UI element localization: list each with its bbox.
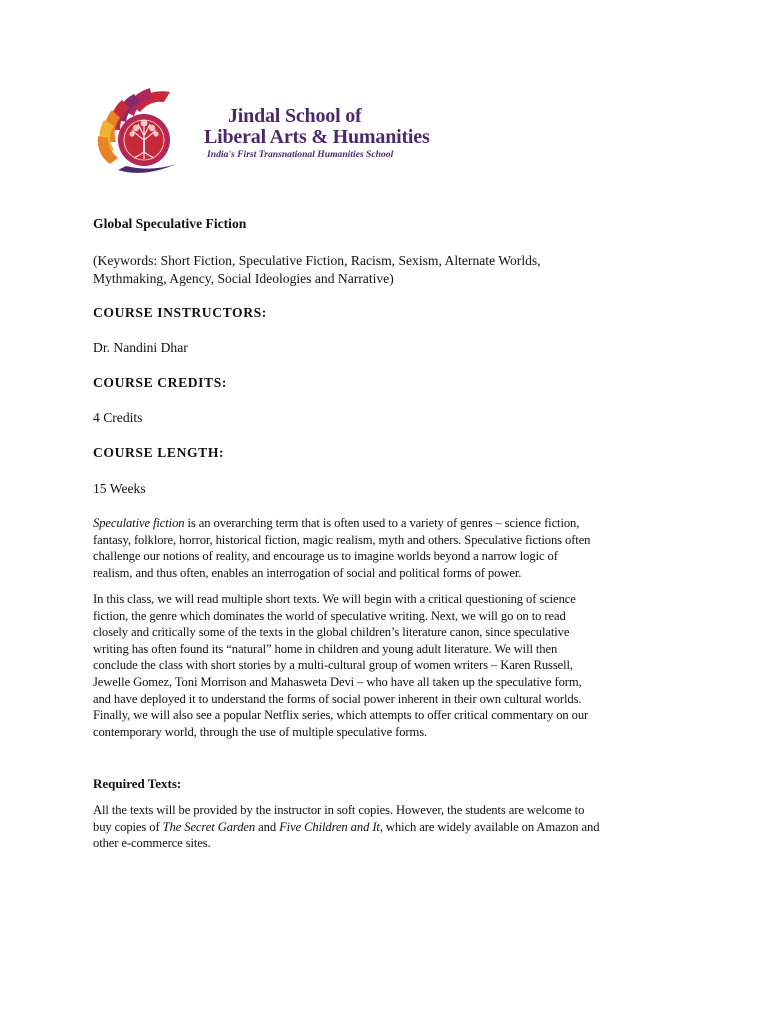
paragraph-line: closely and critically some of the texts in the global children’s literature canon, since speculative [93, 625, 570, 640]
paragraph-line: buy copies of The Secret Garden and Five Children and It, which are widely available on Amazon and [93, 819, 600, 834]
credits-value: 4 Credits [93, 410, 143, 425]
intro-paragraph [93, 515, 685, 581]
course-title: Global Speculative Fiction [93, 216, 247, 231]
keywords-line: (Keywords: Short Fiction, Speculative Fiction, Racism, Sexism, Alternate Worlds, [93, 253, 541, 268]
length-value: 15 Weeks [93, 481, 146, 496]
paragraph-line: and have deployed it to understand the forms of social power inherent in their own cultural worlds. [93, 691, 582, 706]
keywords-line: Mythmaking, Agency, Social Ideologies and Narrative) [93, 271, 394, 286]
course-plan-paragraph [93, 591, 685, 740]
jindal-emblem-icon [92, 86, 200, 176]
paragraph-line: Jewelle Gomez, Toni Morrison and Mahasweta Devi – who have all taken up the speculative form, [93, 674, 582, 689]
school-logo [92, 86, 430, 176]
required-texts-paragraph [93, 802, 685, 852]
speculative-fiction-term: Speculative fiction [93, 516, 185, 530]
instructor-name: Dr. Nandini Dhar [93, 340, 188, 355]
paragraph-line: Speculative fiction is an overarching term that is often used to a variety of genres – science fiction, [93, 516, 580, 530]
paragraph-line: contemporary world, through the use of multiple speculative forms. [93, 724, 428, 739]
logo-tagline: India's First Transnational Humanities School [207, 149, 394, 160]
paragraph-line: fantasy, folklore, horror, historical fiction, magic realism, myth and others. Speculative fictions often [93, 532, 591, 547]
paragraph-line: Finally, we will also see a popular Netflix series, which attempts to offer critical commentary on our [93, 708, 589, 723]
credits-heading: COURSE CREDITS: [93, 375, 228, 390]
book-title: Five Children and It [279, 819, 380, 834]
required-texts-heading: Required Texts: [93, 776, 182, 791]
logo-school-subtitle: Liberal Arts & Humanities [204, 126, 430, 148]
paragraph-line: All the texts will be provided by the instructor in soft copies. However, the students are welcome to [93, 803, 585, 817]
book-title: The Secret Garden [162, 819, 256, 834]
logo-school-name: Jindal School of [228, 105, 362, 127]
length-heading: COURSE LENGTH: [93, 445, 225, 460]
course-keywords [93, 252, 653, 288]
paragraph-line: writing has often found its “natural” home in children and young adult literature. We will then [93, 641, 558, 656]
instructors-heading: COURSE INSTRUCTORS: [93, 305, 267, 320]
paragraph-line: realism, and thus often, enables an interrogation of social and political forms of power. [93, 565, 522, 580]
paragraph-line: fiction, the genre which dominates the world of speculative writing. Next, we will go on to read [93, 608, 566, 623]
paragraph-line: other e-commerce sites. [93, 836, 211, 851]
paragraph-line: challenge our notions of reality, and encourage us to imagine worlds beyond a narrow logic of [93, 549, 558, 564]
paragraph-line: In this class, we will read multiple short texts. We will begin with a critical questioning of science [93, 592, 576, 606]
paragraph-line: conclude the class with short stories by a multi-cultural group of women writers – Karen Russell, [93, 658, 573, 673]
